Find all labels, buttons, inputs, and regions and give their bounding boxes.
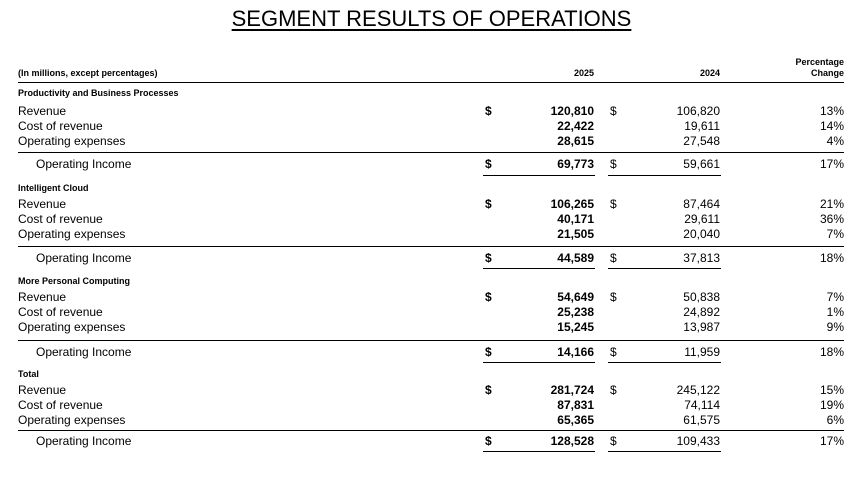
currency-symbol-2024: $ <box>610 157 617 171</box>
table-row-operating-income <box>0 157 863 172</box>
percentage-change: 7% <box>826 290 844 304</box>
currency-symbol-2025: $ <box>485 434 492 448</box>
table-row <box>0 305 863 320</box>
value-2025: 128,528 <box>550 434 594 448</box>
percentage-change: 18% <box>819 345 844 359</box>
currency-symbol-2025: $ <box>485 290 492 304</box>
row-label: Operating Income <box>36 157 132 171</box>
currency-symbol-2024: $ <box>610 345 617 359</box>
column-header-2024: 2024 <box>699 68 720 78</box>
column-header-pct-line1: Percentage <box>795 57 844 67</box>
table-row-operating-income <box>0 345 863 360</box>
column-header-percentage-change <box>760 57 844 79</box>
subtotal-rule <box>18 340 844 341</box>
percentage-change: 36% <box>819 212 844 226</box>
percentage-change: 4% <box>826 134 844 148</box>
currency-symbol-2024: $ <box>610 197 617 211</box>
row-label: Operating expenses <box>18 320 126 334</box>
value-2024: 106,820 <box>676 104 720 118</box>
header-rule <box>18 82 844 83</box>
percentage-change: 17% <box>819 434 844 448</box>
percentage-change: 19% <box>819 398 844 412</box>
value-2024: 20,040 <box>683 227 720 241</box>
value-2025: 40,171 <box>557 212 594 226</box>
row-label: Revenue <box>18 197 67 211</box>
table-row <box>0 104 863 119</box>
row-label: Operating Income <box>36 434 132 448</box>
value-2024: 245,122 <box>676 383 720 397</box>
row-label: Cost of revenue <box>18 305 103 319</box>
table-row <box>0 383 863 398</box>
total-underline-2024 <box>608 362 721 363</box>
row-label: Revenue <box>18 383 67 397</box>
currency-symbol-2025: $ <box>485 157 492 171</box>
value-2025: 25,238 <box>557 305 594 319</box>
value-2024: 74,114 <box>684 398 720 412</box>
currency-symbol-2024: $ <box>610 290 617 304</box>
row-label: Operating expenses <box>18 227 126 241</box>
percentage-change: 21% <box>819 197 844 211</box>
row-label: Operating Income <box>36 345 132 359</box>
section-title: Productivity and Business Processes <box>18 88 179 98</box>
total-underline-2024 <box>608 451 721 452</box>
percentage-change: 14% <box>819 119 844 133</box>
currency-symbol-2025: $ <box>485 345 492 359</box>
currency-symbol-2024: $ <box>610 251 617 265</box>
percentage-change: 18% <box>819 251 844 265</box>
row-label: Cost of revenue <box>18 398 103 412</box>
currency-symbol-2025: $ <box>485 197 492 211</box>
value-2024: 87,464 <box>683 197 720 211</box>
table-row <box>0 398 863 413</box>
row-label: Operating expenses <box>18 134 126 148</box>
subtotal-rule <box>18 152 844 153</box>
table-row <box>0 227 863 242</box>
total-underline-2025 <box>483 268 595 269</box>
column-header-2025: 2025 <box>573 68 594 78</box>
currency-symbol-2025: $ <box>485 383 492 397</box>
subtotal-rule <box>18 246 844 247</box>
value-2025: 120,810 <box>550 104 594 118</box>
currency-symbol-2024: $ <box>610 104 617 118</box>
value-2024: 24,892 <box>683 305 720 319</box>
value-2025: 54,649 <box>557 290 594 304</box>
percentage-change: 7% <box>826 227 844 241</box>
percentage-change: 15% <box>819 383 844 397</box>
percentage-change: 17% <box>819 157 844 171</box>
value-2025: 28,615 <box>557 134 594 148</box>
value-2025: 69,773 <box>557 157 594 171</box>
table-row-operating-income <box>0 251 863 266</box>
row-label: Revenue <box>18 290 67 304</box>
value-2025: 106,265 <box>550 197 594 211</box>
section-title: Total <box>18 369 39 379</box>
value-2025: 22,422 <box>557 119 594 133</box>
row-label: Cost of revenue <box>18 212 103 226</box>
value-2024: 11,959 <box>684 345 720 359</box>
total-underline-2025 <box>483 362 595 363</box>
currency-symbol-2024: $ <box>610 434 617 448</box>
value-2024: 109,433 <box>676 434 720 448</box>
table-row <box>0 134 863 149</box>
column-header-pct-line2: Change <box>810 68 844 78</box>
percentage-change: 9% <box>826 320 844 334</box>
value-2025: 44,589 <box>557 251 594 265</box>
section-title: More Personal Computing <box>18 276 131 286</box>
currency-symbol-2025: $ <box>485 251 492 265</box>
value-2024: 50,838 <box>683 290 720 304</box>
currency-symbol-2024: $ <box>610 383 617 397</box>
subtotal-rule <box>18 430 844 431</box>
page-title: SEGMENT RESULTS OF OPERATIONS <box>231 6 632 31</box>
value-2025: 281,724 <box>550 383 594 397</box>
row-label: Cost of revenue <box>18 119 103 133</box>
table-row <box>0 212 863 227</box>
row-label: Revenue <box>18 104 67 118</box>
units-note: (In millions, except percentages) <box>18 68 158 78</box>
section-title: Intelligent Cloud <box>18 183 89 193</box>
row-label: Operating Income <box>36 251 132 265</box>
value-2025: 21,505 <box>557 227 594 241</box>
currency-symbol-2025: $ <box>485 104 492 118</box>
total-underline-2025 <box>483 451 595 452</box>
table-row <box>0 119 863 134</box>
row-label: Operating expenses <box>18 413 126 427</box>
percentage-change: 6% <box>826 413 844 427</box>
value-2025: 87,831 <box>557 398 594 412</box>
percentage-change: 1% <box>826 305 844 319</box>
value-2024: 13,987 <box>683 320 720 334</box>
value-2024: 61,575 <box>683 413 720 427</box>
total-underline-2024 <box>608 175 721 176</box>
table-row <box>0 320 863 335</box>
table-row <box>0 413 863 428</box>
value-2025: 65,365 <box>557 413 594 427</box>
percentage-change: 13% <box>819 104 844 118</box>
total-underline-2024 <box>608 268 721 269</box>
table-row <box>0 197 863 212</box>
value-2024: 37,813 <box>683 251 720 265</box>
value-2024: 29,611 <box>684 212 720 226</box>
total-underline-2025 <box>483 175 595 176</box>
value-2024: 27,548 <box>683 134 720 148</box>
table-row-operating-income <box>0 434 863 449</box>
table-row <box>0 290 863 305</box>
value-2025: 14,166 <box>557 345 594 359</box>
value-2025: 15,245 <box>557 320 594 334</box>
value-2024: 19,611 <box>684 119 720 133</box>
value-2024: 59,661 <box>683 157 720 171</box>
